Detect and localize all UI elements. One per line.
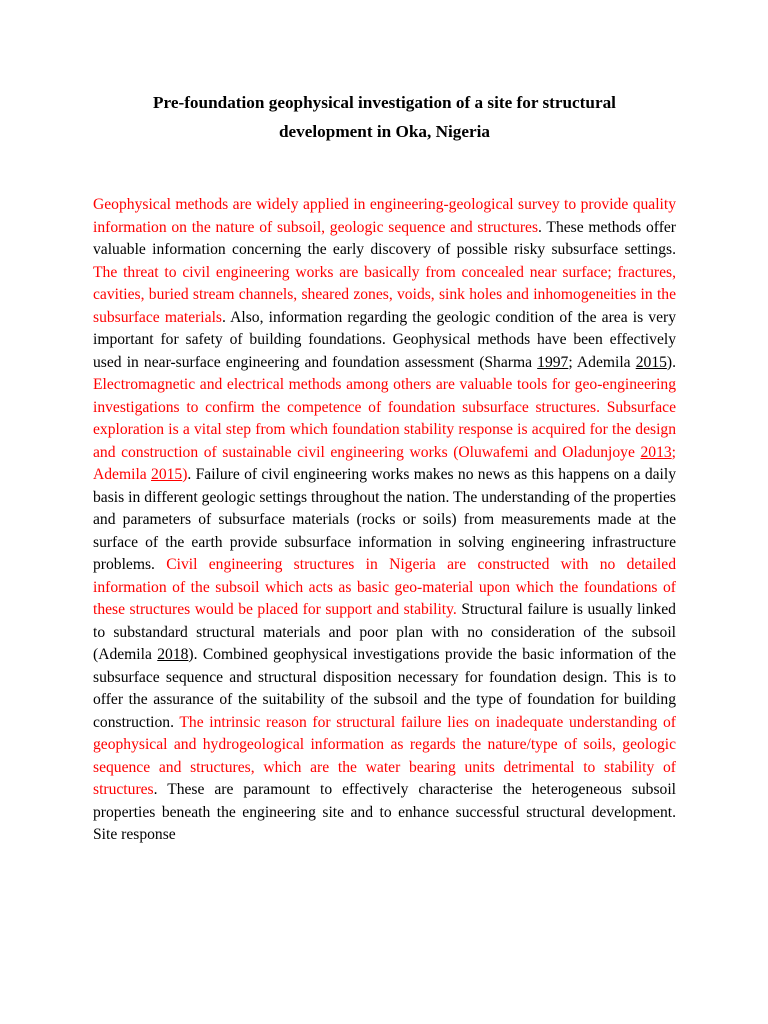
highlighted-text: ; Ademila <box>93 443 676 483</box>
body-text: . These methods offer valuable information concerning the early discovery of possible risky subsurface settings. <box>93 218 677 258</box>
citation-link[interactable]: 2018 <box>157 646 189 663</box>
highlighted-text: Civil engineering structures in Nigeria are constructed with no detailed information of the subsoil which acts as basic geo-material upon which the foundations of these structures would be placed for support and stability. <box>93 556 676 618</box>
citation-link[interactable]: 2015 <box>635 353 667 371</box>
body-paragraph <box>93 194 676 847</box>
highlighted-text: ) <box>182 466 188 483</box>
body-text: . These are paramount to effectively characterise the heterogeneous subsoil properties beneath the engineering site and to enhance successful structural development. Site response <box>93 781 676 843</box>
body-text: . Failure of civil engineering works makes no news as this happens on a daily basis in different geologic settings throughout the nation. The understanding of the properties and parameters of subsurface materials (rocks or soils) from measurements made at the surface of the earth provide subsurface information in solving engineering infrastructure problems. <box>93 466 677 573</box>
highlighted-text: Electromagnetic and electrical methods among others are valuable tools for geo-engineering investigations to confirm the competence of foundation subsurface structures. Subsurface exploration is a vital step from which foundation stability response is acquired for the design and construction of sustainable civil engineering works (Oluwafemi and Oladunjoye <box>93 376 676 461</box>
citation-link[interactable]: 2015 <box>151 466 183 483</box>
title-line-2: development in Oka, Nigeria <box>278 122 491 141</box>
highlighted-text: Geophysical methods are widely applied in engineering-geological survey to provide quality information on the nature of subsoil, geologic sequence and structures <box>93 196 676 236</box>
document-title <box>93 88 676 146</box>
body-text: Structural failure is usually linked to substandard structural materials and poor plan with no consideration of the subsoil (Ademila <box>93 601 676 663</box>
body-text: . Also, information regarding the geologic condition of the area is very important for safety of building foundations. Geophysical methods have been effectively used in near-surface engineering and foundation assessment (Sharma <box>93 308 676 371</box>
highlighted-text: The threat to civil engineering works are basically from concealed near surface; fractures, cavities, buried stream channels, sheared zones, voids, sink holes and inhomogeneities in the subsurface materials <box>93 263 676 326</box>
highlighted-text: The intrinsic reason for structural failure lies on inadequate understanding of geophysical and hydrogeological information as regards the nature/type of soils, geologic sequence and structures, which are the water bearing units detrimental to stability of structures <box>93 713 676 798</box>
body-text: ; Ademila <box>568 353 636 371</box>
citation-link[interactable]: 2013 <box>640 443 672 461</box>
citation-link[interactable]: 1997 <box>537 353 569 371</box>
body-text: ). Combined geophysical investigations provide the basic information of the subsurface sequence and structural disposition necessary for foundation design. This is to offer the assurance of the suitability of the subsoil and the type of foundation for building construction. <box>93 646 676 731</box>
body-text: ). <box>666 353 676 371</box>
title-line-1: Pre-foundation geophysical investigation of a site for structural <box>153 93 616 112</box>
